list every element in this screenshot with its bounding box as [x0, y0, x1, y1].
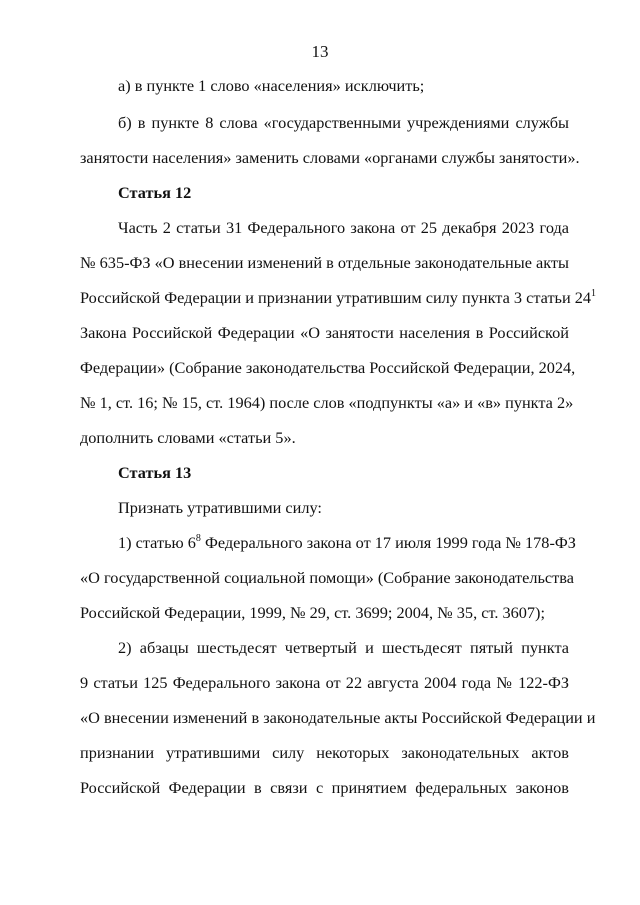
text-fragment: Федерального закона от 17 июля 1999 года № 178-ФЗ [200, 533, 576, 552]
text-line [118, 531, 576, 555]
text-fragment: 1) статью 6 [118, 533, 196, 552]
article-heading: Статья 12 [118, 183, 192, 202]
text-fragment: Российской Федерации и признании утратившим силу пункта 3 статьи 24 [80, 288, 592, 307]
text-line: признании утратившими силу некоторых законодательных актов [80, 743, 569, 762]
page-number: 13 [311, 42, 329, 61]
text-line: занятости населения» заменить словами «органами службы занятости». [80, 148, 580, 167]
text-line: «О государственной социальной помощи» (Собрание законодательства [80, 568, 574, 587]
text-line: Часть 2 статьи 31 Федерального закона от 25 декабря 2023 года [118, 218, 569, 237]
text-line: 2) абзацы шестьдесят четвертый и шестьдесят пятый пункта [118, 638, 569, 657]
text-line [80, 286, 597, 310]
text-line: а) в пункте 1 слово «населения» исключить; [118, 76, 425, 95]
text-line: Признать утратившими силу: [118, 498, 322, 517]
text-line: б) в пункте 8 слова «государственными учреждениями службы [118, 113, 569, 132]
text-line: Федерации» (Собрание законодательства Российской Федерации, 2024, [80, 358, 576, 377]
text-line: Российской Федерации в связи с принятием федеральных законов [80, 778, 569, 797]
text-line: 9 статьи 125 Федерального закона от 22 августа 2004 года № 122-ФЗ [80, 673, 569, 692]
superscript: 1 [591, 287, 597, 299]
text-line: № 635-ФЗ «О внесении изменений в отдельные законодательные акты [80, 253, 569, 272]
superscript: 8 [195, 532, 201, 544]
text-line: «О внесении изменений в законодательные акты Российской Федерации и [80, 708, 596, 727]
text-line: Закона Российской Федерации «О занятости населения в Российской [80, 323, 569, 342]
text-line: Российской Федерации, 1999, № 29, ст. 3699; 2004, № 35, ст. 3607); [80, 603, 545, 622]
text-line: дополнить словами «статьи 5». [80, 428, 296, 447]
article-heading: Статья 13 [118, 463, 192, 482]
text-line: № 1, ст. 16; № 15, ст. 1964) после слов «подпункты «а» и «в» пункта 2» [80, 393, 574, 412]
